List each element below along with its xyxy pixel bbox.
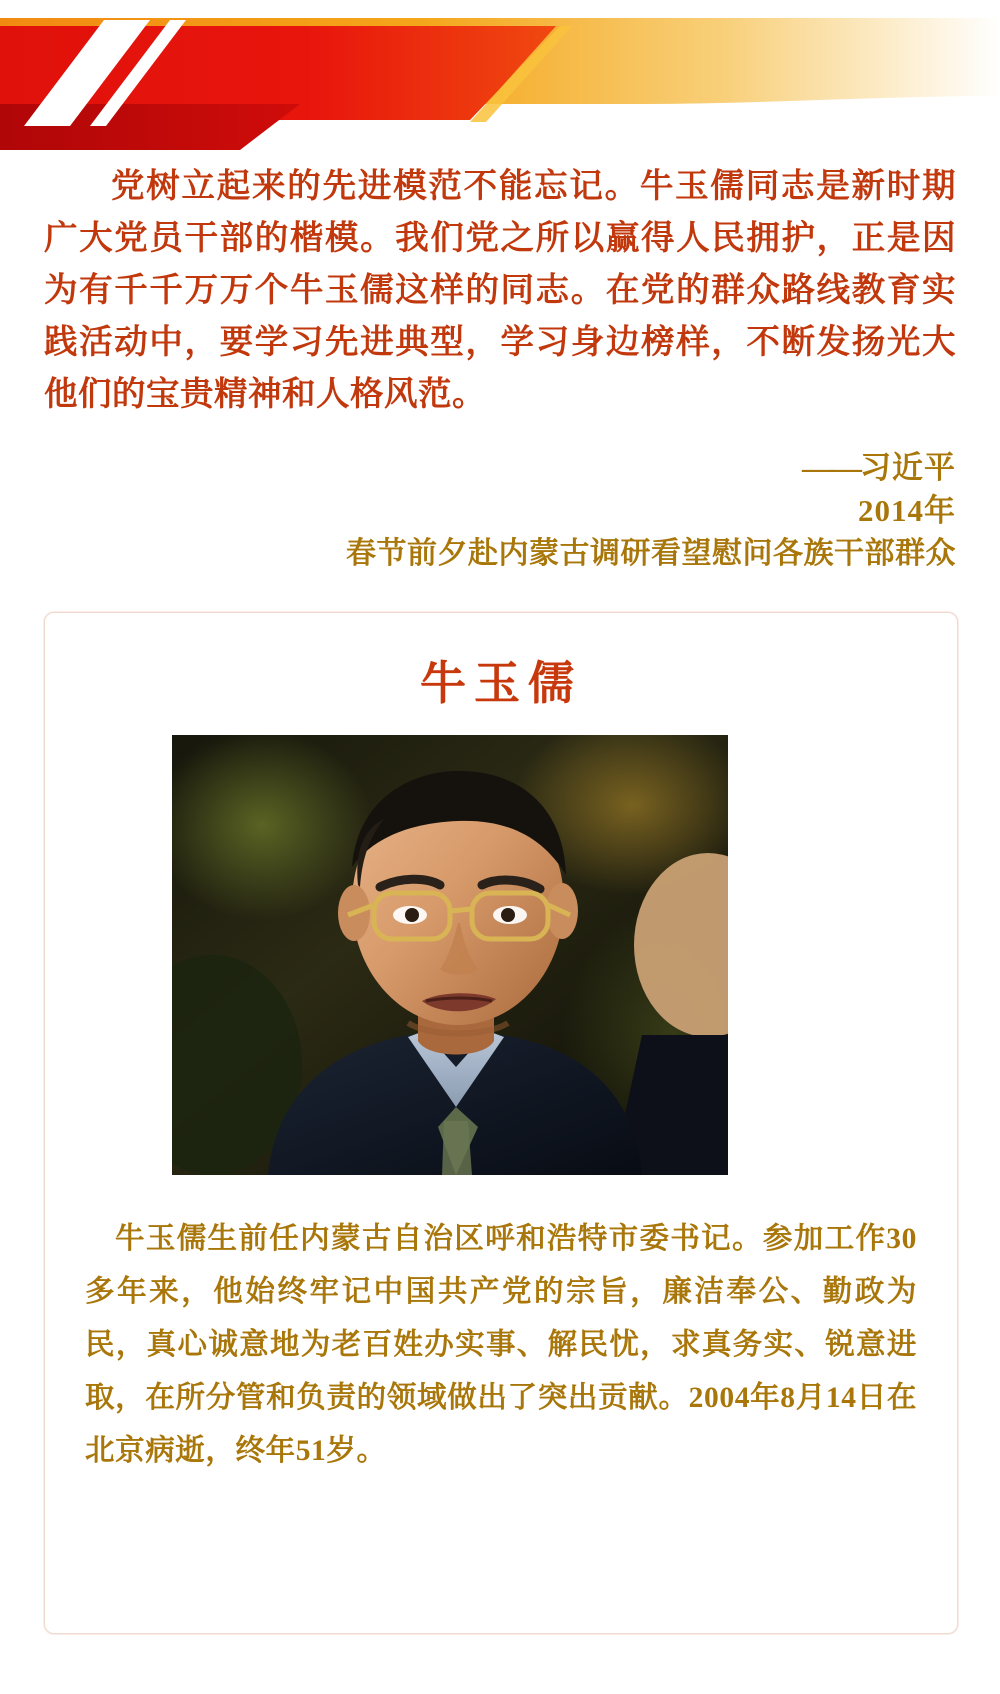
biography-text: 牛玉儒生前任内蒙古自治区呼和浩特市委书记。参加工作30多年来，他始终牢记中国共产党的宗旨，廉洁奉公、勤政为民，真心诚意地为老百姓办实事、解民忧，求真务实、锐意进取，在所分管和负责的领域做出了突出贡献。2004年8月14日在北京病逝，终年51岁。 (85, 1223, 917, 1467)
quote-year: 2014年 (858, 493, 956, 528)
top-banner (0, 0, 1000, 150)
quote-attribution (44, 446, 956, 575)
profile-card (44, 612, 958, 1634)
quote-text: 党树立起来的先进模范不能忘记。牛玉儒同志是新时期广大党员干部的楷模。我们党之所以赢得人民拥护，正是因为有千千万万个牛玉儒这样的同志。在党的群众路线教育实践活动中，要学习先进典型，学习身边榜样，不断发扬光大他们的宝贵精神和人格风范。 (44, 166, 956, 413)
quote-event: 春节前夕赴内蒙古调研看望慰问各族干部群众 (346, 537, 956, 570)
portrait-photo-image (172, 735, 728, 1175)
quote-author: —— 习近平 (44, 446, 956, 489)
quote-block (44, 160, 956, 575)
portrait-photo (172, 735, 728, 1175)
page-title: 牛玉儒 (420, 656, 582, 710)
ribbon-banner-decoration (0, 0, 1000, 150)
